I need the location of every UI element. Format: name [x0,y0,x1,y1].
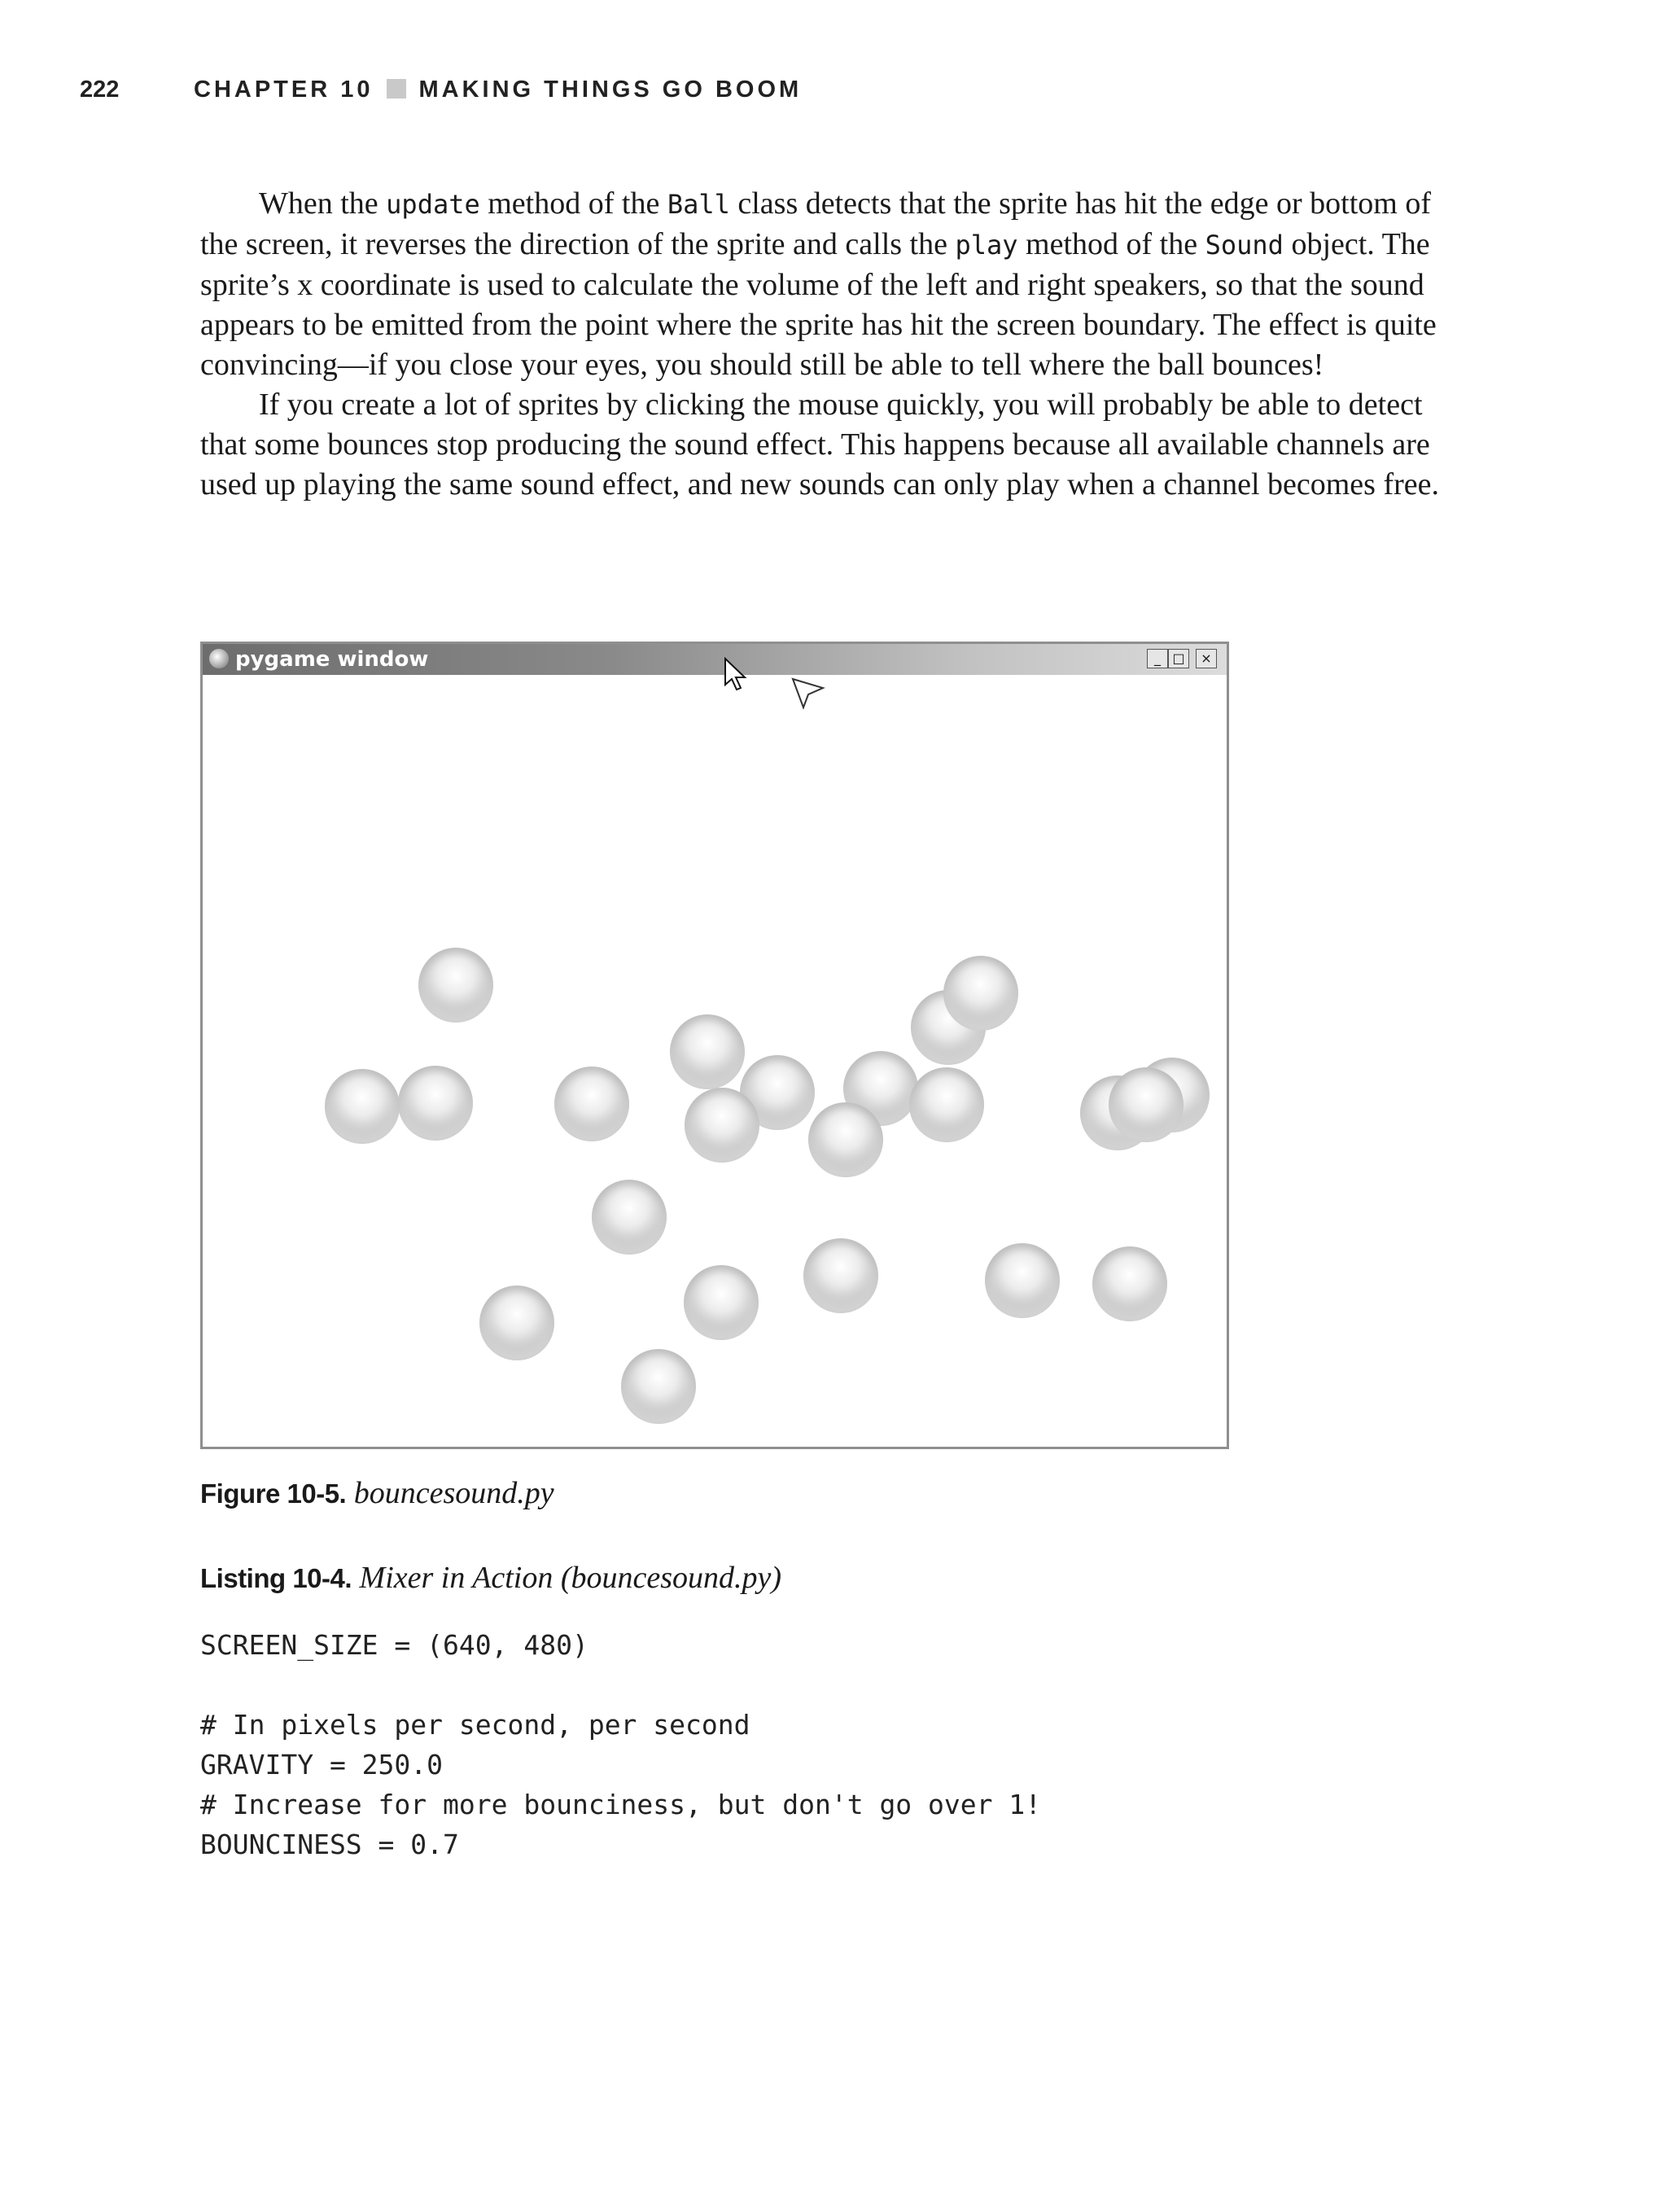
ball-sprite [621,1349,696,1424]
code-line: # Increase for more bounciness, but don't go over 1! [200,1789,1042,1820]
paragraph-2: If you create a lot of sprites by clicking the mouse quickly, you will probably be able to detect that some bounces stop producing the sound effect. This happens because all available channels are used up playing the same sound effect, and new sounds can only play when a channel becomes free. [200,388,1439,502]
pygame-app-icon [209,649,229,668]
chapter-heading [194,77,802,103]
ball-sprite [909,1067,984,1142]
body-text [200,184,1464,505]
code-line: SCREEN_SIZE = (640, 480) [200,1629,588,1661]
listing-label: Listing 10-4. [200,1563,352,1593]
maximize-button[interactable]: □ [1168,649,1189,668]
code-line: GRAVITY = 250.0 [200,1749,444,1781]
figure-description: bouncesound.py [353,1476,554,1510]
ball-sprite [1109,1067,1184,1142]
code-line [200,1665,1503,1705]
chapter-title: MAKING THINGS GO BOOM [418,77,803,103]
close-button[interactable]: × [1196,649,1217,668]
window-title: pygame window [235,647,429,672]
separator-square-icon [387,79,406,99]
ball-sprite [808,1102,883,1177]
chapter-label: CHAPTER 10 [194,77,374,103]
code-sound: Sound [1205,230,1284,261]
mouse-cursor-icon [724,657,748,693]
running-head [80,77,1545,109]
figure-label: Figure 10-5. [200,1478,347,1509]
figure-caption [200,1475,554,1511]
ball-sprite [985,1243,1060,1318]
page-number: 222 [80,77,120,103]
pygame-window-screenshot [200,642,1229,1449]
ball-sprite [418,948,493,1023]
ball-sprite [398,1066,473,1141]
ball-sprite [684,1265,759,1340]
code-listing [200,1625,1503,1864]
ball-sprite [325,1069,400,1144]
arrow-cursor-icon [790,677,826,711]
ball-sprite [670,1014,745,1089]
ball-sprite [803,1238,878,1313]
minimize-button[interactable]: _ [1147,649,1168,668]
code-update: update [386,189,480,220]
ball-sprite [554,1067,629,1141]
code-ball: Ball [667,189,730,220]
ball-sprite [685,1088,759,1163]
code-line: BOUNCINESS = 0.7 [200,1829,459,1860]
listing-description: Mixer in Action (bouncesound.py) [359,1561,782,1595]
ball-sprite [592,1180,667,1255]
code-line: # In pixels per second, per second [200,1709,750,1741]
listing-caption [200,1560,781,1596]
paragraph-1: When the update method of the Ball class detects that the sprite has hit the edge or bottom of the screen, it reverses the direction of the sprite and calls the play method of the Sound object. The sprite’s x coordinate is used to calculate the volume of the left and right speakers, so that the sound appears to be emitted from the point where the sprite has hit the screen boundary. The effect is quite convincing—if you close your eyes, you should still be able to tell where the ball bounces! [200,186,1437,382]
ball-sprite [1092,1246,1167,1321]
ball-sprite [479,1286,554,1360]
code-play: play [955,230,1018,261]
ball-sprite [943,956,1018,1031]
window-title-bar [203,644,1227,675]
